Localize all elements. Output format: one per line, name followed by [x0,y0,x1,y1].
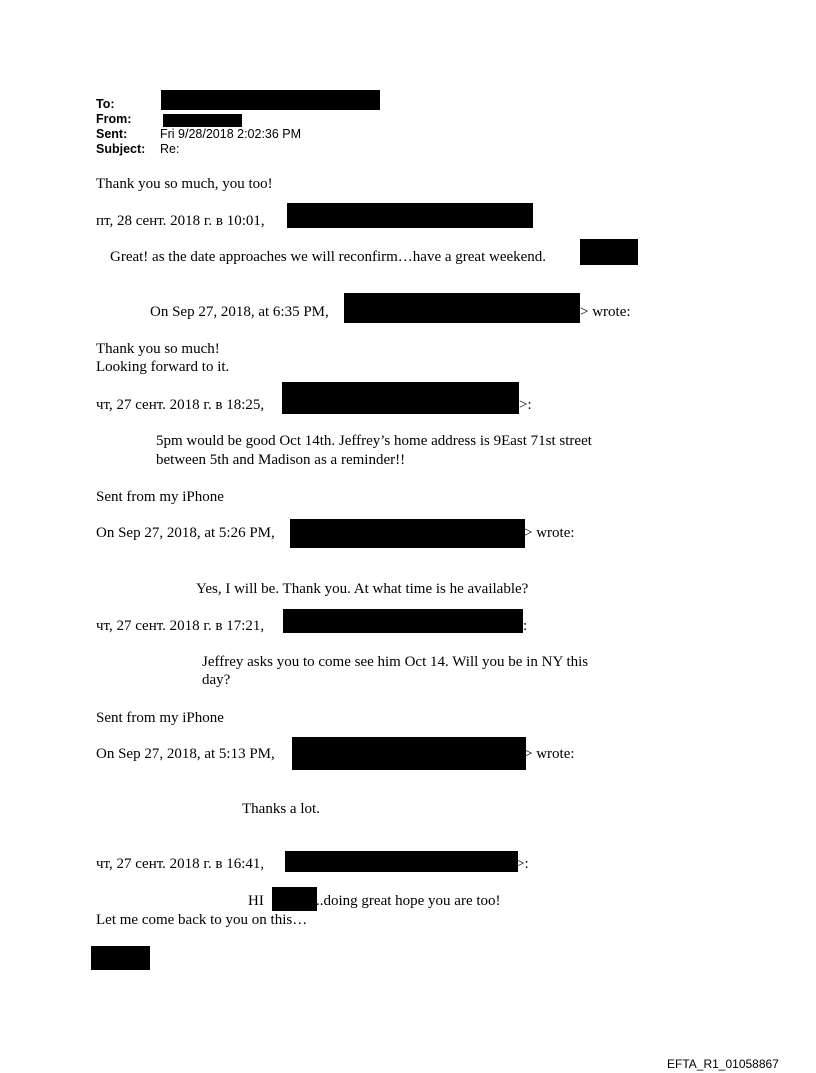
quote-header-tail: >: [519,397,532,413]
quote-header-ru: чт, 27 сент. 2018 г. в 17:21, [96,618,265,634]
quote-header-tail: > wrote: [524,525,575,541]
redaction-sender [287,203,533,228]
message-line: Great! as the date approaches we will reconfirm…have a great weekend. [110,249,547,265]
message-line: Looking forward to it. [96,359,230,375]
message-line: Thanks a lot. [242,801,320,817]
quote-header-tail: > wrote: [580,304,631,320]
redaction-email [285,851,518,872]
quote-header-ru: чт, 27 сент. 2018 г. в 16:41, [96,856,265,872]
message-line: Sent from my iPhone [96,710,224,726]
redaction-from [163,114,242,127]
redaction-email [292,737,526,770]
sent-value: Fri 9/28/2018 2:02:36 PM [160,127,302,141]
quote-header: On Sep 27, 2018, at 5:26 PM, [96,525,275,541]
redaction-email [290,519,525,548]
quote-header-ru: чт, 27 сент. 2018 г. в 18:25, [96,397,265,413]
quote-header-tail: : [523,618,528,634]
message-line: day? [202,672,231,688]
quote-header-tail: > wrote: [524,746,575,762]
message-line: ..doing great hope you are too! [316,893,501,909]
message-line: HI [248,893,264,909]
subject-value: Re: [160,142,180,156]
document-id: EFTA_R1_01058867 [667,1057,779,1071]
message-line: 5pm would be good Oct 14th. Jeffrey’s home address is 9East 71st street [156,433,592,449]
message-line: Thank you so much! [96,341,220,357]
redaction-email [282,382,519,414]
redaction-to [161,90,380,110]
message-line: Sent from my iPhone [96,489,224,505]
message-line: Yes, I will be. Thank you. At what time is he available? [196,581,529,597]
from-label: From: [96,112,132,126]
quote-header: On Sep 27, 2018, at 5:13 PM, [96,746,275,762]
message-line: Let me come back to you on this… [96,912,308,928]
to-label: To: [96,97,115,111]
message-line: between 5th and Madison as a reminder!! [156,452,406,468]
redaction-signature [580,239,638,265]
message-line: Jeffrey asks you to come see him Oct 14. Will you be in NY this [202,654,589,670]
sent-label: Sent: [96,127,128,141]
redaction-email [283,609,523,633]
subject-label: Subject: [96,142,146,156]
message-line: Thank you so much, you too! [96,176,273,192]
quote-header: On Sep 27, 2018, at 6:35 PM, [150,304,329,320]
quote-header-ru: пт, 28 сент. 2018 г. в 10:01, [96,213,265,229]
redaction-name [272,887,317,911]
redaction-email [344,293,580,323]
quote-header-tail: >: [516,856,529,872]
redaction-signature [91,946,150,970]
